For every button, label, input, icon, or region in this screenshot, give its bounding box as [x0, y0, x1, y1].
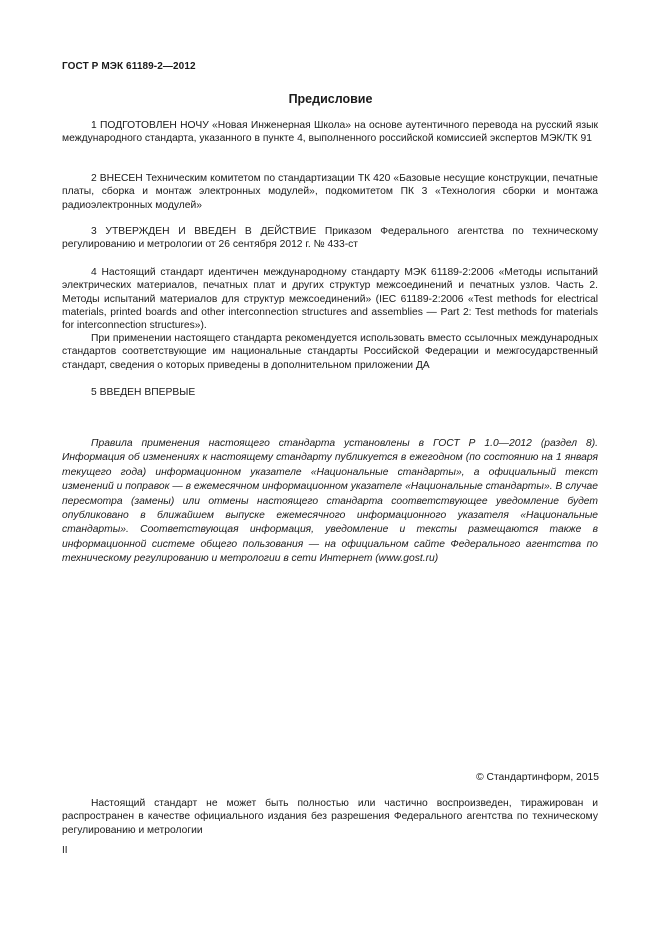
- paragraph-references: При применении настоящего стандарта рекомендуется использовать вместо ссылочных международных стандартов соответствующие им национальные стандарты Российской Федерации и межгосударственный стандарт, сведения о которых приведены в дополнительном приложении ДА: [62, 333, 598, 371]
- paragraph-prepared: 1 ПОДГОТОВЛЕН НОЧУ «Новая Инженерная Школа» на основе аутентичного перевода на русский язык международного стандарта, указанного в пункте 4, выполненного российской комиссией экспертов МЭК/ТК 91: [62, 120, 598, 145]
- page-number: II: [62, 845, 68, 856]
- page-title: Предисловие: [288, 92, 373, 106]
- paragraph-introduced-first: 5 ВВЕДЕН ВПЕРВЫЕ: [91, 387, 196, 398]
- standard-code-header: ГОСТ Р МЭК 61189-2—2012: [62, 61, 196, 72]
- reproduction-notice: Настоящий стандарт не может быть полностью или частично воспроизведен, тиражирован и распространен в качестве официального издания без разрешения Федерального агентства по техническому регулированию и метрологии: [62, 798, 598, 836]
- paragraph-identical: 4 Настоящий стандарт идентичен международному стандарту МЭК 61189-2:2006 «Методы испытаний электрических материалов, печатных плат и других структур межсоединений и печатных узлов. Часть 2. Методы испытаний материалов для структур межсоединений» (IEC 61189-2:2006 «Test methods for electrical materials, printed boards and other interconnection structures and assemblies — Part 2: Test methods for materials for interconnection structures»).: [62, 267, 598, 332]
- copyright-line: © Стандартинформ, 2015: [476, 772, 599, 783]
- paragraph-introduced: 2 ВНЕСЕН Техническим комитетом по стандартизации ТК 420 «Базовые несущие конструкции, печатные платы, сборка и монтаж электронных модулей», подкомитетом ПК 3 «Технология сборки и монтажа радиоэлектронных модулей»: [62, 173, 598, 211]
- rules-note: Правила применения настоящего стандарта установлены в ГОСТ Р 1.0—2012 (раздел 8). Информация об изменениях к настоящему стандарту публикуется в ежегодном (по состоянию на 1 января текущего года) информационном указателе «Национальные стандарты», а официальный текст изменений и поправок — в ежемесячном информационном указателе «Национальные стандарты». В случае пересмотра (замены) или отмены настоящего стандарта соответствующее уведомление будет опубликовано в ближайшем выпуске ежемесячного информационного указателя «Национальные стандарты». Соответствующая информация, уведомление и тексты размещаются также в информационной системе общего пользования — на официальном сайте Федерального агентства по техническому регулированию и метрологии в сети Интернет (www.gost.ru): [62, 438, 598, 565]
- paragraph-approved: 3 УТВЕРЖДЕН И ВВЕДЕН В ДЕЙСТВИЕ Приказом Федерального агентства по техническому регулированию и метрологии от 26 сентября 2012 г. № 433-ст: [62, 226, 598, 251]
